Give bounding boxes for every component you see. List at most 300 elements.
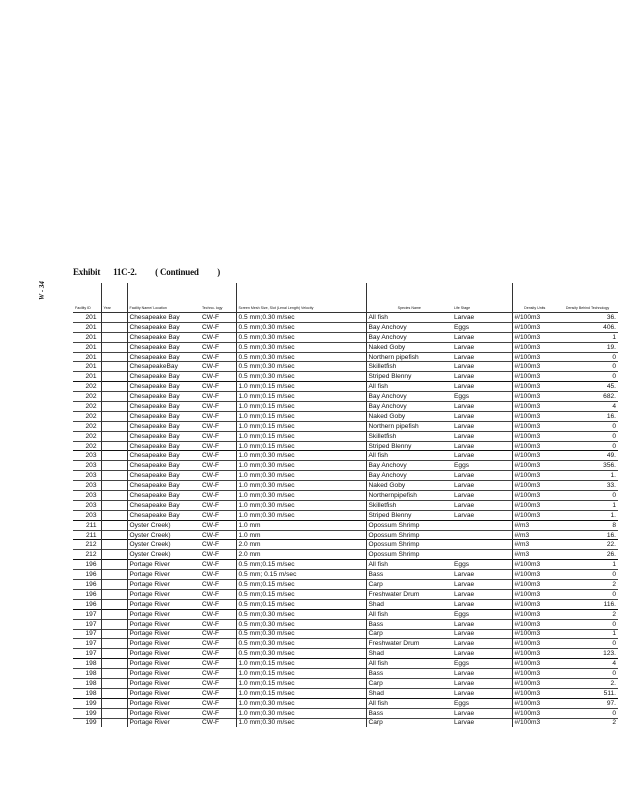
header-life-stage: Life Stage <box>452 283 512 313</box>
life-stage-cell <box>452 530 512 540</box>
table-row <box>73 619 618 629</box>
life-stage-cell: Larvae <box>452 352 512 362</box>
table-row <box>73 402 618 412</box>
density-value-cell: 0 <box>557 352 618 362</box>
technology-cell: CW-F <box>200 382 236 392</box>
density-value-cell: 97. <box>557 698 618 708</box>
exhibit-continued: ( Continued <box>155 267 199 277</box>
screen-mesh-cell: 2.0 mm <box>236 540 366 550</box>
year-cell <box>101 589 127 599</box>
facility-name-cell: Portage River <box>127 669 200 679</box>
life-stage-cell: Larvae <box>452 451 512 461</box>
facility-name-cell: Chesapeake Bay <box>127 510 200 520</box>
life-stage-cell: Larvae <box>452 500 512 510</box>
exhibit-title <box>73 267 220 277</box>
screen-mesh-cell: 1.0 mm;0.30 m/sec <box>236 718 366 727</box>
year-cell <box>101 560 127 570</box>
year-cell <box>101 678 127 688</box>
facility-name-cell: Portage River <box>127 659 200 669</box>
year-cell <box>101 372 127 382</box>
density-value-cell: 0 <box>557 570 618 580</box>
technology-cell: CW-F <box>200 461 236 471</box>
header-species-name: Species Name <box>366 283 452 313</box>
life-stage-cell: Larvae <box>452 580 512 590</box>
density-value-cell: 0 <box>557 431 618 441</box>
density-units-cell: #/m3 <box>512 520 557 530</box>
screen-mesh-cell: 1.0 mm;0.15 m/sec <box>236 402 366 412</box>
facility-name-cell: Portage River <box>127 698 200 708</box>
facility-name-cell: Portage River <box>127 619 200 629</box>
life-stage-cell: Larvae <box>452 639 512 649</box>
density-units-cell: #/100m3 <box>512 471 557 481</box>
species-name-cell: Carp <box>366 629 452 639</box>
screen-mesh-cell: 1.0 mm;0.15 m/sec <box>236 659 366 669</box>
facility-id-cell: 211 <box>73 530 101 540</box>
life-stage-cell: Larvae <box>452 441 512 451</box>
year-cell <box>101 481 127 491</box>
facility-name-cell: Portage River <box>127 599 200 609</box>
life-stage-cell: Eggs <box>452 659 512 669</box>
table-row <box>73 550 618 560</box>
life-stage-cell: Larvae <box>452 599 512 609</box>
life-stage-cell: Larvae <box>452 342 512 352</box>
table-row <box>73 669 618 679</box>
density-value-cell: 2 <box>557 718 618 727</box>
species-name-cell: Naked Goby <box>366 411 452 421</box>
facility-id-cell: 203 <box>73 491 101 501</box>
density-value-cell: 1 <box>557 629 618 639</box>
density-value-cell: 19. <box>557 342 618 352</box>
table-row <box>73 491 618 501</box>
screen-mesh-cell: 0.5 mm;0.30 m/sec <box>236 372 366 382</box>
technology-cell: CW-F <box>200 491 236 501</box>
facility-id-cell: 199 <box>73 708 101 718</box>
facility-name-cell: Chesapeake Bay <box>127 332 200 342</box>
species-name-cell: Opossum Shrimp <box>366 550 452 560</box>
life-stage-cell: Larvae <box>452 570 512 580</box>
table-row <box>73 629 618 639</box>
table-row <box>73 411 618 421</box>
facility-name-cell: ChesapeakeBay <box>127 362 200 372</box>
density-units-cell: #/100m3 <box>512 500 557 510</box>
table-row <box>73 313 618 323</box>
density-value-cell: 36. <box>557 313 618 323</box>
technology-cell: CW-F <box>200 560 236 570</box>
density-units-cell: #/100m3 <box>512 402 557 412</box>
year-cell <box>101 362 127 372</box>
species-name-cell: Northern pipefish <box>366 421 452 431</box>
year-cell <box>101 322 127 332</box>
species-name-cell: Opossum Shrimp <box>366 540 452 550</box>
species-name-cell: Bay Anchovy <box>366 461 452 471</box>
year-cell <box>101 570 127 580</box>
facility-id-cell: 203 <box>73 461 101 471</box>
table-row <box>73 500 618 510</box>
life-stage-cell: Larvae <box>452 491 512 501</box>
screen-mesh-cell: 0.5 mm;0.30 m/sec <box>236 362 366 372</box>
life-stage-cell: Eggs <box>452 322 512 332</box>
screen-mesh-cell: 0.5 mm;0.30 m/sec <box>236 639 366 649</box>
technology-cell: CW-F <box>200 629 236 639</box>
facility-id-cell: 202 <box>73 411 101 421</box>
density-units-cell: #/m3 <box>512 540 557 550</box>
table-row <box>73 372 618 382</box>
screen-mesh-cell: 1.0 mm;0.15 m/sec <box>236 678 366 688</box>
screen-mesh-cell: 0.5 mm;0.30 m/sec <box>236 313 366 323</box>
technology-cell: CW-F <box>200 352 236 362</box>
facility-id-cell: 201 <box>73 362 101 372</box>
table-row <box>73 342 618 352</box>
technology-cell: CW-F <box>200 510 236 520</box>
density-value-cell: 2 <box>557 609 618 619</box>
density-value-cell: 49. <box>557 451 618 461</box>
facility-name-cell: Chesapeake Bay <box>127 322 200 332</box>
facility-name-cell: Chesapeake Bay <box>127 421 200 431</box>
data-table <box>73 283 618 727</box>
species-name-cell: All fish <box>366 609 452 619</box>
species-name-cell: Striped Blenny <box>366 510 452 520</box>
species-name-cell: Bass <box>366 708 452 718</box>
density-units-cell: #/100m3 <box>512 431 557 441</box>
table-row <box>73 520 618 530</box>
facility-id-cell: 197 <box>73 639 101 649</box>
facility-id-cell: 202 <box>73 402 101 412</box>
table-row <box>73 451 618 461</box>
header-technology: Techno- logy <box>200 283 236 313</box>
life-stage-cell: Larvae <box>452 589 512 599</box>
technology-cell: CW-F <box>200 421 236 431</box>
density-units-cell: #/100m3 <box>512 411 557 421</box>
screen-mesh-cell: 1.0 mm;0.15 m/sec <box>236 421 366 431</box>
facility-name-cell: Portage River <box>127 589 200 599</box>
species-name-cell: All fish <box>366 698 452 708</box>
screen-mesh-cell: 0.5 mm;0.15 m/sec <box>236 580 366 590</box>
density-units-cell: #/100m3 <box>512 382 557 392</box>
facility-id-cell: 203 <box>73 471 101 481</box>
table-row <box>73 332 618 342</box>
density-value-cell: 4 <box>557 402 618 412</box>
density-units-cell: #/100m3 <box>512 718 557 727</box>
facility-id-cell: 199 <box>73 718 101 727</box>
life-stage-cell: Larvae <box>452 431 512 441</box>
screen-mesh-cell: 1.0 mm;0.30 m/sec <box>236 471 366 481</box>
technology-cell: CW-F <box>200 372 236 382</box>
screen-mesh-cell: 0.5 mm;0.30 m/sec <box>236 352 366 362</box>
technology-cell: CW-F <box>200 619 236 629</box>
life-stage-cell: Larvae <box>452 313 512 323</box>
density-units-cell: #/100m3 <box>512 481 557 491</box>
technology-cell: CW-F <box>200 570 236 580</box>
facility-id-cell: 196 <box>73 580 101 590</box>
species-name-cell: Skilletfish <box>366 431 452 441</box>
facility-id-cell: 201 <box>73 332 101 342</box>
facility-name-cell: Chesapeake Bay <box>127 382 200 392</box>
year-cell <box>101 708 127 718</box>
year-cell <box>101 491 127 501</box>
year-cell <box>101 629 127 639</box>
density-units-cell: #/100m3 <box>512 639 557 649</box>
facility-id-cell: 198 <box>73 669 101 679</box>
density-value-cell: 16. <box>557 411 618 421</box>
density-value-cell: 0 <box>557 708 618 718</box>
table-row <box>73 471 618 481</box>
density-value-cell: 2. <box>557 678 618 688</box>
screen-mesh-cell: 0.5 mm;0.30 m/sec <box>236 609 366 619</box>
density-units-cell: #/100m3 <box>512 313 557 323</box>
density-value-cell: 1. <box>557 510 618 520</box>
density-value-cell: 0 <box>557 619 618 629</box>
technology-cell: CW-F <box>200 332 236 342</box>
screen-mesh-cell: 1.0 mm;0.15 m/sec <box>236 669 366 679</box>
screen-mesh-cell: 0.5 mm;0.15 m/sec <box>236 589 366 599</box>
header-screen-mesh: Screen Mesh Size, Slot (Lenal Length) Velocity <box>236 283 366 313</box>
year-cell <box>101 332 127 342</box>
facility-id-cell: 196 <box>73 599 101 609</box>
technology-cell: CW-F <box>200 520 236 530</box>
life-stage-cell: Larvae <box>452 708 512 718</box>
technology-cell: CW-F <box>200 688 236 698</box>
density-value-cell: 16. <box>557 530 618 540</box>
technology-cell: CW-F <box>200 718 236 727</box>
year-cell <box>101 461 127 471</box>
life-stage-cell: Larvae <box>452 629 512 639</box>
table-row <box>73 560 618 570</box>
life-stage-cell: Larvae <box>452 332 512 342</box>
density-units-cell: #/100m3 <box>512 332 557 342</box>
species-name-cell: Carp <box>366 678 452 688</box>
year-cell <box>101 599 127 609</box>
year-cell <box>101 411 127 421</box>
life-stage-cell: Larvae <box>452 510 512 520</box>
table-row <box>73 431 618 441</box>
facility-id-cell: 201 <box>73 322 101 332</box>
density-value-cell: 0 <box>557 372 618 382</box>
table-row <box>73 461 618 471</box>
life-stage-cell: Larvae <box>452 649 512 659</box>
technology-cell: CW-F <box>200 609 236 619</box>
exhibit-label: Exhibit <box>73 267 101 277</box>
density-units-cell: #/100m3 <box>512 441 557 451</box>
life-stage-cell <box>452 550 512 560</box>
density-units-cell: #/100m3 <box>512 609 557 619</box>
screen-mesh-cell: 1.0 mm;0.15 m/sec <box>236 382 366 392</box>
species-name-cell: Striped Blenny <box>366 372 452 382</box>
life-stage-cell: Larvae <box>452 471 512 481</box>
year-cell <box>101 313 127 323</box>
year-cell <box>101 659 127 669</box>
density-units-cell: #/100m3 <box>512 688 557 698</box>
facility-id-cell: 202 <box>73 392 101 402</box>
density-units-cell: #/100m3 <box>512 599 557 609</box>
year-cell <box>101 639 127 649</box>
density-value-cell: 1 <box>557 560 618 570</box>
facility-name-cell: Chesapeake Bay <box>127 491 200 501</box>
species-name-cell: Striped Blenny <box>366 441 452 451</box>
species-name-cell: Carp <box>366 718 452 727</box>
technology-cell: CW-F <box>200 402 236 412</box>
density-value-cell: 0 <box>557 491 618 501</box>
density-value-cell: 2 <box>557 580 618 590</box>
life-stage-cell: Eggs <box>452 609 512 619</box>
screen-mesh-cell: 1.0 mm;0.15 m/sec <box>236 431 366 441</box>
density-value-cell: 123. <box>557 649 618 659</box>
density-value-cell: 1 <box>557 500 618 510</box>
table-row <box>73 649 618 659</box>
year-cell <box>101 550 127 560</box>
year-cell <box>101 619 127 629</box>
life-stage-cell: Larvae <box>452 372 512 382</box>
density-value-cell: 22. <box>557 540 618 550</box>
density-units-cell: #/100m3 <box>512 510 557 520</box>
life-stage-cell: Larvae <box>452 362 512 372</box>
species-name-cell: Skilletfish <box>366 500 452 510</box>
facility-name-cell: Portage River <box>127 678 200 688</box>
facility-id-cell: 196 <box>73 570 101 580</box>
technology-cell: CW-F <box>200 471 236 481</box>
facility-name-cell: Chesapeake Bay <box>127 313 200 323</box>
density-value-cell: 682. <box>557 392 618 402</box>
density-units-cell: #/100m3 <box>512 570 557 580</box>
year-cell <box>101 698 127 708</box>
year-cell <box>101 688 127 698</box>
life-stage-cell <box>452 520 512 530</box>
year-cell <box>101 718 127 727</box>
facility-name-cell: Portage River <box>127 580 200 590</box>
table-row <box>73 481 618 491</box>
facility-id-cell: 198 <box>73 688 101 698</box>
density-units-cell: #/100m3 <box>512 362 557 372</box>
facility-name-cell: Chesapeake Bay <box>127 500 200 510</box>
technology-cell: CW-F <box>200 451 236 461</box>
density-value-cell: 0 <box>557 639 618 649</box>
density-units-cell: #/100m3 <box>512 669 557 679</box>
technology-cell: CW-F <box>200 649 236 659</box>
facility-name-cell: Chesapeake Bay <box>127 471 200 481</box>
year-cell <box>101 520 127 530</box>
density-units-cell: #/100m3 <box>512 589 557 599</box>
technology-cell: CW-F <box>200 431 236 441</box>
density-units-cell: #/100m3 <box>512 619 557 629</box>
year-cell <box>101 421 127 431</box>
technology-cell: CW-F <box>200 342 236 352</box>
density-value-cell: 511. <box>557 688 618 698</box>
year-cell <box>101 609 127 619</box>
year-cell <box>101 649 127 659</box>
facility-id-cell: 202 <box>73 382 101 392</box>
table-row <box>73 599 618 609</box>
species-name-cell: Opossum Shrimp <box>366 530 452 540</box>
species-name-cell: Bass <box>366 669 452 679</box>
species-name-cell: Shad <box>366 599 452 609</box>
density-value-cell: 26. <box>557 550 618 560</box>
density-units-cell: #/100m3 <box>512 461 557 471</box>
species-name-cell: Bass <box>366 570 452 580</box>
life-stage-cell: Larvae <box>452 481 512 491</box>
facility-name-cell: Chesapeake Bay <box>127 402 200 412</box>
density-value-cell: 0 <box>557 669 618 679</box>
table-row <box>73 352 618 362</box>
facility-id-cell: 199 <box>73 698 101 708</box>
density-value-cell: 0 <box>557 441 618 451</box>
table-row <box>73 540 618 550</box>
species-name-cell: Naked Goby <box>366 481 452 491</box>
table-row <box>73 510 618 520</box>
screen-mesh-cell: 0.5 mm;0.30 m/sec <box>236 649 366 659</box>
technology-cell: CW-F <box>200 698 236 708</box>
table-row <box>73 362 618 372</box>
species-name-cell: All fish <box>366 382 452 392</box>
facility-id-cell: 201 <box>73 313 101 323</box>
technology-cell: CW-F <box>200 708 236 718</box>
facility-id-cell: 203 <box>73 451 101 461</box>
facility-name-cell: Chesapeake Bay <box>127 411 200 421</box>
density-value-cell: 116. <box>557 599 618 609</box>
facility-name-cell: Portage River <box>127 560 200 570</box>
screen-mesh-cell: 0.5 mm;0.30 m/sec <box>236 342 366 352</box>
exhibit-close-paren: ) <box>217 267 220 277</box>
life-stage-cell: Eggs <box>452 698 512 708</box>
facility-name-cell: Portage River <box>127 609 200 619</box>
species-name-cell: Bay Anchovy <box>366 471 452 481</box>
facility-id-cell: 203 <box>73 500 101 510</box>
technology-cell: CW-F <box>200 678 236 688</box>
year-cell <box>101 540 127 550</box>
screen-mesh-cell: 1.0 mm;0.30 m/sec <box>236 708 366 718</box>
density-units-cell: #/100m3 <box>512 580 557 590</box>
facility-id-cell: 197 <box>73 649 101 659</box>
technology-cell: CW-F <box>200 659 236 669</box>
species-name-cell: Bay Anchovy <box>366 402 452 412</box>
density-units-cell: #/100m3 <box>512 491 557 501</box>
density-units-cell: #/100m3 <box>512 451 557 461</box>
species-name-cell: Bass <box>366 619 452 629</box>
year-cell <box>101 392 127 402</box>
facility-id-cell: 212 <box>73 550 101 560</box>
facility-name-cell: Chesapeake Bay <box>127 392 200 402</box>
facility-id-cell: 201 <box>73 352 101 362</box>
density-value-cell: 33. <box>557 481 618 491</box>
year-cell <box>101 431 127 441</box>
species-name-cell: Opossum Shrimp <box>366 520 452 530</box>
header-density-behind: Density Behind Technology <box>557 283 618 313</box>
species-name-cell: Carp <box>366 580 452 590</box>
facility-id-cell: 202 <box>73 441 101 451</box>
density-units-cell: #/100m3 <box>512 678 557 688</box>
technology-cell: CW-F <box>200 540 236 550</box>
table-row <box>73 698 618 708</box>
header-year: Year <box>101 283 127 313</box>
table-row <box>73 609 618 619</box>
facility-id-cell: 211 <box>73 520 101 530</box>
facility-name-cell: Portage River <box>127 570 200 580</box>
table-row <box>73 530 618 540</box>
technology-cell: CW-F <box>200 550 236 560</box>
table-row <box>73 392 618 402</box>
screen-mesh-cell: 0.5 mm; 0.15 m/sec <box>236 570 366 580</box>
life-stage-cell: Larvae <box>452 669 512 679</box>
facility-id-cell: 201 <box>73 372 101 382</box>
technology-cell: CW-F <box>200 669 236 679</box>
table-row <box>73 708 618 718</box>
screen-mesh-cell: 2.0 mm <box>236 550 366 560</box>
facility-name-cell: Oyster Creek) <box>127 530 200 540</box>
technology-cell: CW-F <box>200 441 236 451</box>
species-name-cell: Naked Goby <box>366 342 452 352</box>
screen-mesh-cell: 1.0 mm;0.30 m/sec <box>236 510 366 520</box>
screen-mesh-cell: 1.0 mm;0.15 m/sec <box>236 411 366 421</box>
facility-name-cell: Chesapeake Bay <box>127 461 200 471</box>
table-row <box>73 421 618 431</box>
